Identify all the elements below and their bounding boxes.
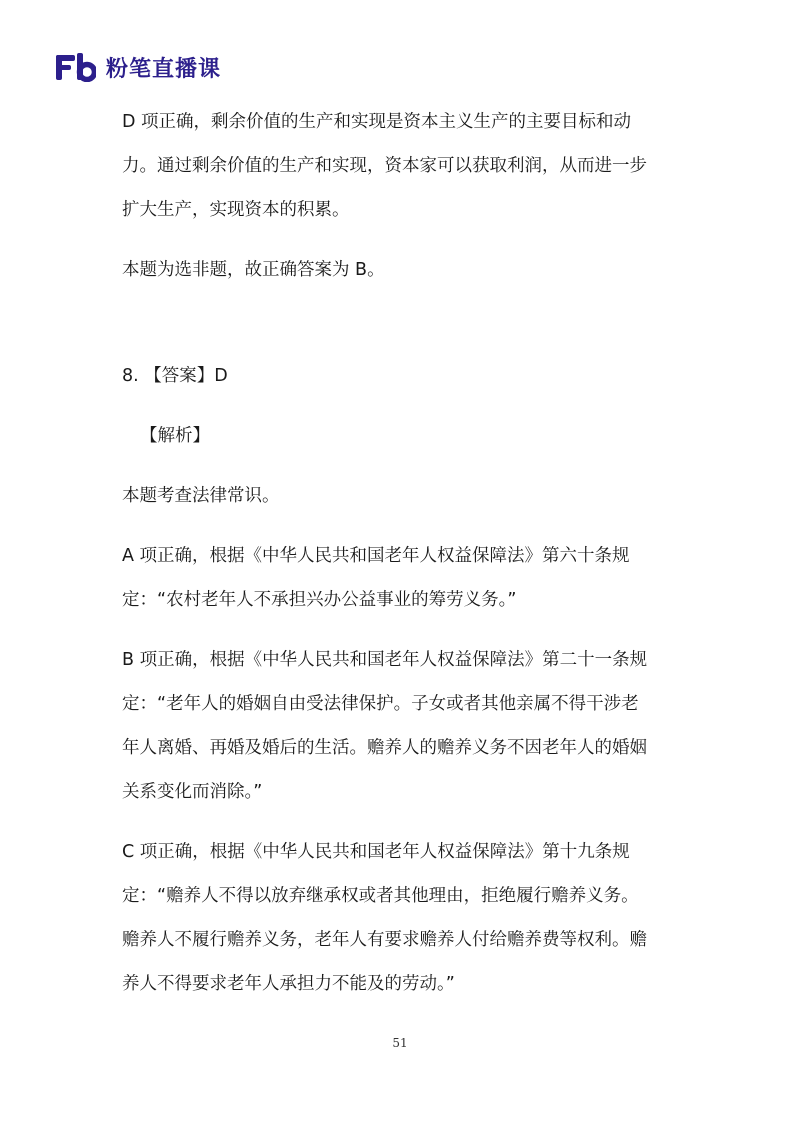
text-line: C 项正确，根据《中华人民共和国老年人权益保障法》第十九条规 [122,842,630,862]
brand-name: 粉笔直播课 [106,56,222,82]
text-line: 赡养人不履行赡养义务，老年人有要求赡养人付给赡养费等权利。赡 [122,930,647,950]
text-line: 定：“赡养人不得以放弃继承权或者其他理由，拒绝履行赡养义务。 [122,886,639,906]
text-line: 力。通过剩余价值的生产和实现，资本家可以获取利润，从而进一步 [122,156,647,176]
page-number: 51 [392,1036,408,1050]
fb-logo-icon [56,52,96,82]
page-header [56,50,221,84]
text-line: 养人不得要求老年人承担力不能及的劳动。” [122,974,455,994]
analysis-heading: 【解析】 [140,426,210,446]
question-8-answer: 8. 【答案】D [122,366,228,386]
question-topic: 本题考查法律常识。 [122,486,280,506]
text-line: A 项正确，根据《中华人民共和国老年人权益保障法》第六十条规 [122,546,630,566]
document-body [122,100,678,1006]
paragraph-option-c [122,830,678,1006]
text-line: D 项正确，剩余价值的生产和实现是资本主义生产的主要目标和动 [122,112,632,132]
text-line: 扩大生产，实现资本的积累。 [122,200,350,220]
text-line: 年人离婚、再婚及婚后的生活。赡养人的赡养义务不因老年人的婚姻 [122,738,647,758]
paragraph-option-b [122,638,678,814]
text-line: 关系变化而消除。” [122,782,263,802]
text-line: 本题为选非题，故正确答案为 B。 [122,260,385,280]
text-line: 定：“农村老年人不承担兴办公益事业的筹劳义务。” [122,590,517,610]
paragraph-conclusion [122,248,678,292]
paragraph-d-option [122,100,678,232]
text-line: 定：“老年人的婚姻自由受法律保护。子女或者其他亲属不得干涉老 [122,694,639,714]
text-line: B 项正确，根据《中华人民共和国老年人权益保障法》第二十一条规 [122,650,648,670]
paragraph-option-a [122,534,678,622]
